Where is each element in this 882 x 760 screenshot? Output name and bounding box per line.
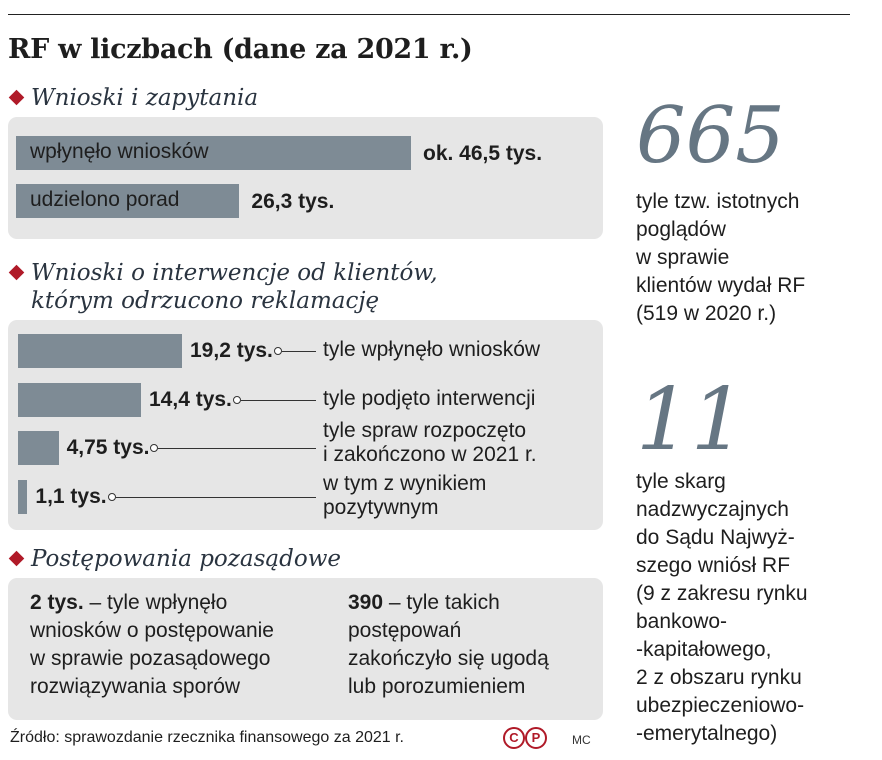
text-line: tyle skarg (636, 470, 726, 493)
data-label: 14,4 tys. (149, 388, 232, 411)
text-line: w sprawie (636, 246, 730, 269)
text-line: nadzwyczajnych (636, 498, 789, 521)
bar (18, 383, 141, 417)
data-label: 1,1 tys. (35, 485, 107, 508)
diamond-bullet-icon (9, 551, 25, 567)
top-rule (8, 14, 850, 15)
cp-logo-icon: P (525, 727, 547, 749)
text-line: – tyle takich (383, 591, 500, 614)
bar (18, 480, 27, 514)
section-heading-interwencje-line2: którym odrzucono reklamację (31, 288, 380, 314)
text-line: 2 z obszaru rynku (636, 666, 802, 689)
text-line: szego wniósł RF (636, 554, 791, 577)
text-line: zakończyło się ugodą (348, 647, 549, 670)
leader-line (282, 351, 316, 352)
pozasadowe-left-text (30, 589, 274, 701)
text-line: lub porozumieniem (348, 675, 526, 698)
text-line: bankowo- (636, 610, 728, 633)
text-line: ubezpieczeniowo- (636, 694, 805, 717)
bar-category-label: w tym z wynikiem (323, 472, 487, 495)
text-line: do Sądu Najwyż- (636, 526, 795, 549)
data-label: 19,2 tys. (190, 339, 273, 362)
diamond-bullet-icon (9, 265, 25, 281)
text-line: (519 w 2020 r.) (636, 302, 777, 325)
side-text-665 (636, 188, 805, 328)
section-heading-wnioski (8, 84, 258, 112)
page-title: RF w liczbach (dane za 2021 r.) (8, 34, 473, 65)
pozasadowe-right-value: 390 (348, 591, 384, 614)
bar-category-label: tyle podjęto interwencji (323, 387, 536, 410)
section-heading-pozasadowe (8, 545, 341, 573)
pozasadowe-right-text (348, 589, 549, 701)
text-line: rozwiązywania sporów (30, 675, 241, 698)
bar-category-label: wpłynęło wniosków (30, 140, 209, 163)
leader-dot-icon (108, 493, 116, 501)
leader-dot-icon (274, 347, 282, 355)
text-line: klientów wydał RF (636, 274, 806, 297)
bar (18, 334, 182, 368)
text-line: postępowań (348, 619, 462, 642)
big-number-665: 665 (636, 91, 785, 181)
author-initials: MC (572, 733, 591, 747)
bar-category-label: tyle spraw rozpoczęto (323, 419, 527, 442)
diamond-bullet-icon (9, 90, 25, 106)
leader-line (158, 448, 316, 449)
text-line: -kapitałowego, (636, 638, 772, 661)
text-line: wniosków o postępowanie (30, 619, 274, 642)
section-title: Wnioski o interwencje od klientów, (31, 260, 438, 286)
leader-line (241, 400, 316, 401)
bar-category-label: tyle wpłynęło wniosków (323, 338, 541, 361)
side-text-11 (636, 468, 808, 748)
text-line: (9 z zakresu rynku (636, 582, 808, 605)
cp-logo-icon: C (503, 727, 525, 749)
data-label: 26,3 tys. (251, 190, 335, 213)
section-heading-interwencje (8, 259, 438, 287)
bar-category-label: udzielono porad (30, 188, 180, 211)
text-line: poglądów (636, 218, 726, 241)
data-label: 4,75 tys. (66, 436, 150, 459)
section-title: Wnioski i zapytania (31, 85, 259, 111)
text-line: – tyle wpłynęło (83, 591, 228, 614)
text-line: -emerytalnego) (636, 722, 778, 745)
bar-category-label: pozytywnym (323, 496, 439, 519)
pozasadowe-left-value: 2 tys. (30, 591, 84, 614)
data-label: ok. 46,5 tys. (423, 142, 543, 165)
text-line: w sprawie pozasądowego (30, 647, 271, 670)
source-note: Źródło: sprawozdanie rzecznika finansowego za 2021 r. (10, 729, 404, 746)
big-number-11: 11 (636, 370, 746, 470)
leader-dot-icon (233, 396, 241, 404)
leader-line (116, 497, 316, 498)
bar-category-label: i zakończono w 2021 r. (323, 443, 537, 466)
bar (18, 431, 59, 465)
text-line: tyle tzw. istotnych (636, 190, 800, 213)
section-title: Postępowania pozasądowe (31, 546, 341, 572)
